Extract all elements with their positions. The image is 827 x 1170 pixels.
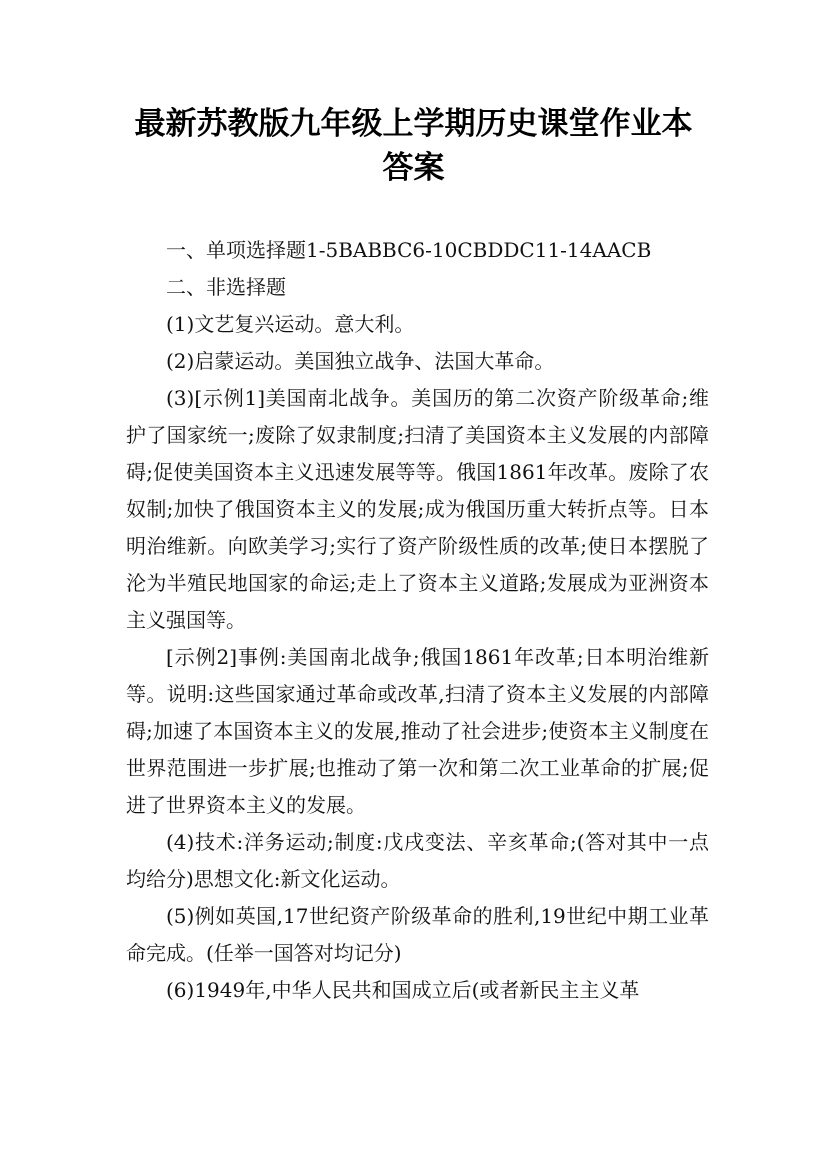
paragraph-choice-answers: 一、单项选择题1-5BABBC6-10CBDDC11-14AACB	[166, 238, 652, 262]
paragraph-answer-5: (5)例如英国,17世纪资产阶级革命的胜利,19世纪中期工业革命完成。(任举一国答对均记分)	[126, 904, 709, 965]
paragraph-answer-2: (2)启蒙运动。美国独立战争、法国大革命。	[166, 349, 555, 373]
document-title-line-2: 答案	[382, 150, 445, 186]
document-title-line-1: 最新苏教版九年级上学期历史课堂作业本	[134, 106, 693, 142]
document-body	[126, 232, 709, 1009]
paragraph-answer-1: (1)文艺复兴运动。意大利。	[166, 312, 415, 336]
paragraph-answer-3-example-1: (3)[示例1]美国南北战争。美国历的第二次资产阶级革命;维护了国家统一;废除了奴隶制度;扫清了美国资本主义发展的内部障碍;促使美国资本主义迅速发展等等。俄国1861年改革。废除了农奴制;加快了俄国资本主义的发展;成为俄国历重大转折点等。日本明治维新。向欧美学习;实行了资产阶级性质的改革;使日本摆脱了沦为半殖民地国家的命运;走上了资本主义道路;发展成为亚洲资本主义强国等。	[126, 386, 709, 632]
paragraph-answer-4: (4)技术:洋务运动;制度:戊戌变法、辛亥革命;(答对其中一点均给分)思想文化:新文化运动。	[126, 830, 709, 891]
paragraph-answer-6: (6)1949年,中华人民共和国成立后(或者新民主主义革	[166, 978, 640, 1002]
paragraph-section-heading: 二、非选择题	[166, 275, 286, 299]
paragraph-answer-3-example-2: [示例2]事例:美国南北战争;俄国1861年改革;日本明治维新等。说明:这些国家通过革命或改革,扫清了资本主义发展的内部障碍;加速了本国资本主义的发展,推动了社会进步;使资本主义制度在世界范围进一步扩展;也推动了第一次和第二次工业革命的扩展;促进了世界资本主义的发展。	[126, 645, 709, 817]
